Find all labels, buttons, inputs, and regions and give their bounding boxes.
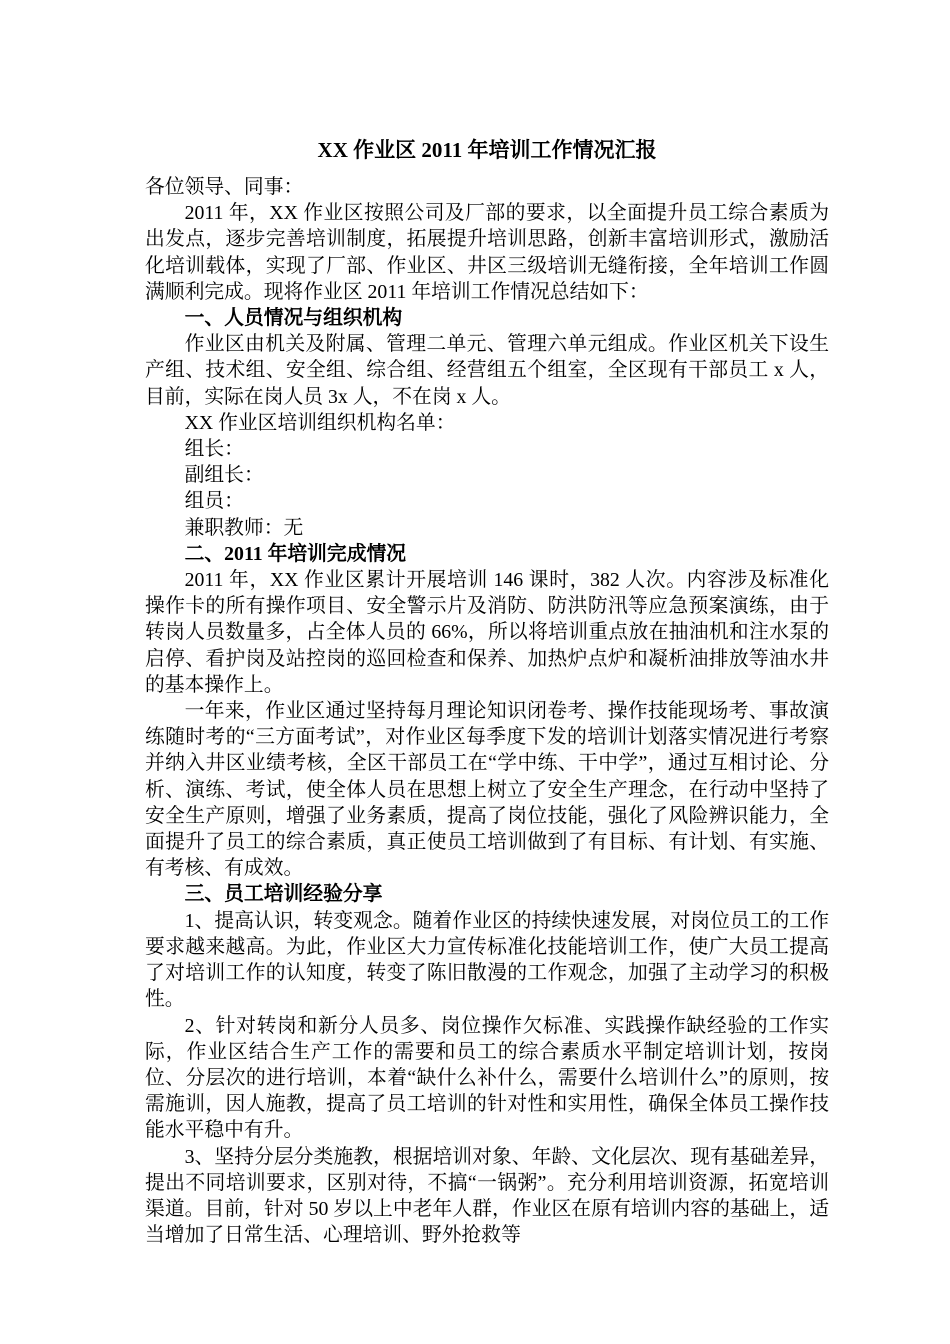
experience-paragraph-3: 3、坚持分层分类施教，根据培训对象、年龄、文化层次、现有基础差异，提出不同培训要求，区别对待，不搞“一锅粥”。充分利用培训资源，拓宽培训渠道。目前，针对 50 岁以上中老年人群，作业区在原有培训内容的基础上，适当增加了日常生活、心理培训、野外抢救等 <box>145 1145 829 1247</box>
intro-paragraph: 2011 年，XX 作业区按照公司及厂部的要求，以全面提升员工综合素质为出发点，逐步完善培训制度，拓展提升培训思路，创新丰富培训形式，激励活化培训载体，实现了厂部、作业区、井区三级培训无缝衔接，全年培训工作圆满顺利完成。现将作业区 2011 年培训工作情况总结如下： <box>145 202 829 303</box>
experience-paragraph-2: 2、针对转岗和新分人员多、岗位操作欠标准、实践操作缺经验的工作实际，作业区结合生产工作的需要和员工的综合素质水平制定培训计划，按岗位、分层次的进行培训，本着“缺什么补什么，需要什么培训什么”的原则，按需施训，因人施教，提高了员工培训的针对性和实用性，确保全体员工操作技能水平稳中有升。 <box>145 1014 829 1142</box>
completion-paragraph-1: 2011 年，XX 作业区累计开展培训 146 课时，382 人次。内容涉及标准化操作卡的所有操作项目、安全警示片及消防、防洪防汛等应急预案演练，由于转岗人员数量多，占全体人员的 66%，所以将培训重点放在抽油机和注水泵的启停、看护岗及站控岗的巡回检查和保养、加热炉点炉和凝析油排放等油水井的基本操作上。 <box>145 569 829 696</box>
document-title: XX 作业区 2011 年培训工作情况汇报 <box>317 138 657 162</box>
roster-teacher: 兼职教师：无 <box>184 516 304 539</box>
completion-paragraph-2: 一年来，作业区通过坚持每月理论知识闭卷考、操作技能现场考、事故演练随时考的“三方面考试”，对作业区每季度下发的培训计划落实情况进行考察并纳入井区业绩考核，全区干部员工在“学中练、干中学”，通过互相讨论、分析、演练、考试，使全体人员在思想上树立了安全生产理念，在行动中坚持了安全生产原则，增强了业务素质，提高了岗位技能，强化了风险辨识能力，全面提升了员工的综合素质，真正使员工培训做到了有目标、有计划、有实施、有考核、有成效。 <box>145 700 829 880</box>
roster-members: 组员： <box>184 490 244 513</box>
experience-paragraph-1: 1、提高认识，转变观念。随着作业区的持续快速发展，对岗位员工的工作要求越来越高。为此，作业区大力宣传标准化技能培训工作，使广大员工提高了对培训工作的认知度，转变了陈旧散漫的工作观念，加强了主动学习的积极性。 <box>145 909 829 1011</box>
roster-deputy: 副组长： <box>184 464 264 487</box>
salutation: 各位领导、同事： <box>145 176 304 198</box>
section-heading-personnel: 一、人员情况与组织机构 <box>184 307 403 330</box>
section-heading-completion: 二、2011 年培训完成情况 <box>184 542 407 565</box>
roster-title: XX 作业区培训组织机构名单： <box>184 411 456 434</box>
personnel-paragraph: 作业区由机关及附属、管理二单元、管理六单元组成。作业区机关下设生产组、技术组、安全组、综合组、经营组五个组室，全区现有干部员工 x 人，目前，实际在岗人员 3x 人，不在岗 x 人。 <box>145 333 829 408</box>
section-heading-experience: 三、员工培训经验分享 <box>184 883 383 906</box>
roster-leader: 组长： <box>184 438 244 461</box>
document-page <box>145 134 829 1248</box>
